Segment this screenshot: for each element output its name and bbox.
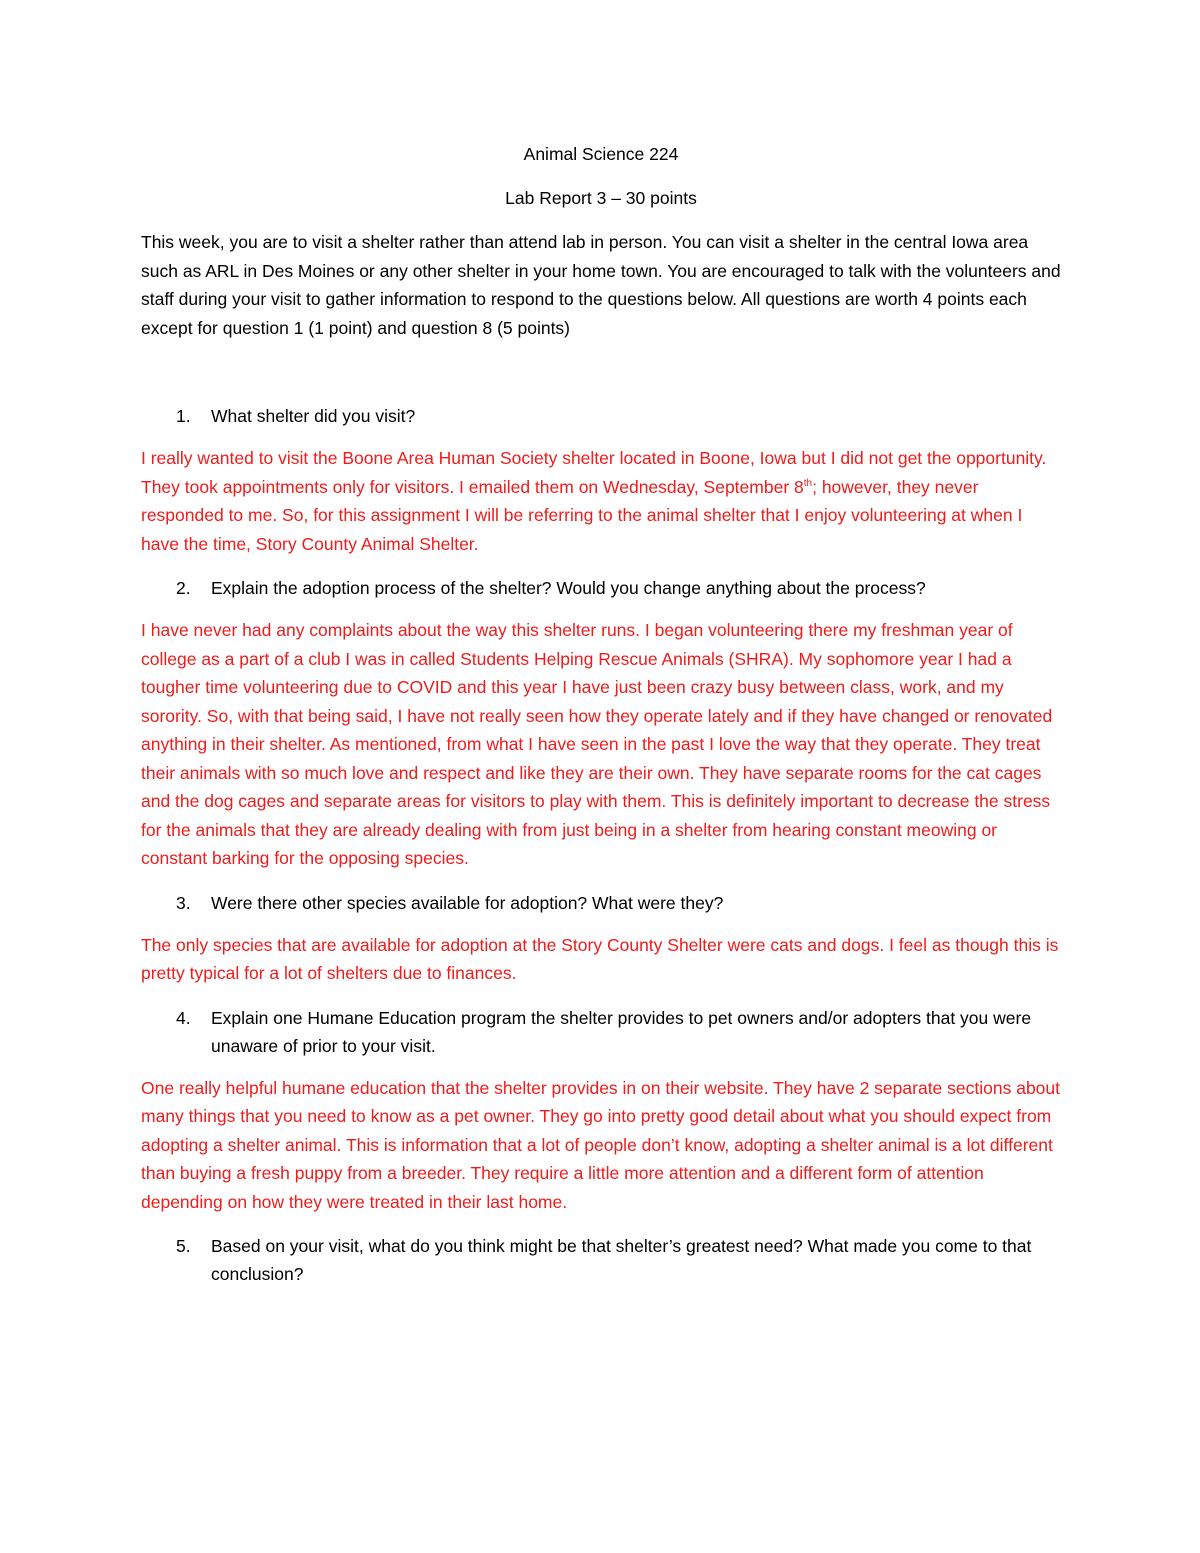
answer-4: One really helpful humane education that the shelter provides in on their website. They have 2 separate sections about many things that you need to know as a pet owner. They go into pretty good detail about what you should expect from adopting a shelter animal. This is information that a lot of people don’t know, adopting a shelter animal is a lot different than buying a fresh puppy from a breeder. They require a little more attention and a different form of attention depending on how they were treated in their last home. xyxy=(141,1077,1060,1212)
document-title: Animal Science 224 xyxy=(523,144,679,164)
question-1 xyxy=(141,402,1061,430)
answer-text-continued: ; however, they never responded to me. So, for this assignment I will be referring to the animal shelter that I enjoy volunteering at when I have the time, Story County Animal Shelter. xyxy=(141,476,1023,554)
answer-1 xyxy=(141,444,1061,558)
question-2 xyxy=(141,574,1061,602)
question-text: What shelter did you visit? xyxy=(211,406,416,426)
question-number: 2. xyxy=(176,578,191,598)
question-number: 5. xyxy=(176,1236,191,1256)
question-number: 4. xyxy=(176,1007,191,1028)
question-number: 3. xyxy=(176,892,191,913)
question-3 xyxy=(141,889,1061,917)
document-subtitle: Lab Report 3 – 30 points xyxy=(505,188,697,208)
question-5 xyxy=(141,1232,1061,1288)
question-4 xyxy=(141,1004,1061,1060)
ordinal-suffix: th xyxy=(803,477,813,489)
question-text: Explain the adoption process of the shelter? Would you change anything about the process? xyxy=(211,578,926,598)
document-body xyxy=(141,140,1061,1288)
answer-2: I have never had any complaints about the way this shelter runs. I began volunteering there my freshman year of college as a part of a club I was in called Students Helping Rescue Animals (SHRA). My sophomore year I had a tougher time volunteering due to COVID and this year I have just been crazy busy between class, work, and my sorority. So, with that being said, I have not really seen how they operate lately and if they have changed or renovated anything in their shelter. As mentioned, from what I have seen in the past I love the way that they operate. They treat their animals with so much love and respect and like they are their own. They have separate rooms for the cat cages and the dog cages and separate areas for visitors to play with them. This is definitely important to decrease the stress for the animals that they are already dealing with from just being in a shelter from hearing constant meowing or constant barking for the opposing species. xyxy=(141,620,1053,868)
question-text: Explain one Humane Education program the shelter provides to pet owners and/or adopters that you were unaware of prior to your visit. xyxy=(211,1007,1032,1056)
answer-text: I really wanted to visit the Boone Area Human Society shelter located in Boone, Iowa but I did not get the opportunity. They took appointments only for visitors. I emailed them on Wednesday, September 8 xyxy=(141,448,1047,497)
answer-3: The only species that are available for adoption at the Story County Shelter were cats and dogs. I feel as though this is pretty typical for a lot of shelters due to finances. xyxy=(141,934,1059,983)
question-number: 1. xyxy=(176,406,191,426)
intro-paragraph: This week, you are to visit a shelter rather than attend lab in person. You can visit a shelter in the central Iowa area such as ARL in Des Moines or any other shelter in your home town. You are encouraged to talk with the volunteers and staff during your visit to gather information to respond to the questions below. All questions are worth 4 points each except for question 1 (1 point) and question 8 (5 points) xyxy=(141,232,1061,338)
question-text: Based on your visit, what do you think might be that shelter’s greatest need? What made you come to that conclusion? xyxy=(211,1236,1032,1284)
question-text: Were there other species available for adoption? What were they? xyxy=(211,892,724,913)
